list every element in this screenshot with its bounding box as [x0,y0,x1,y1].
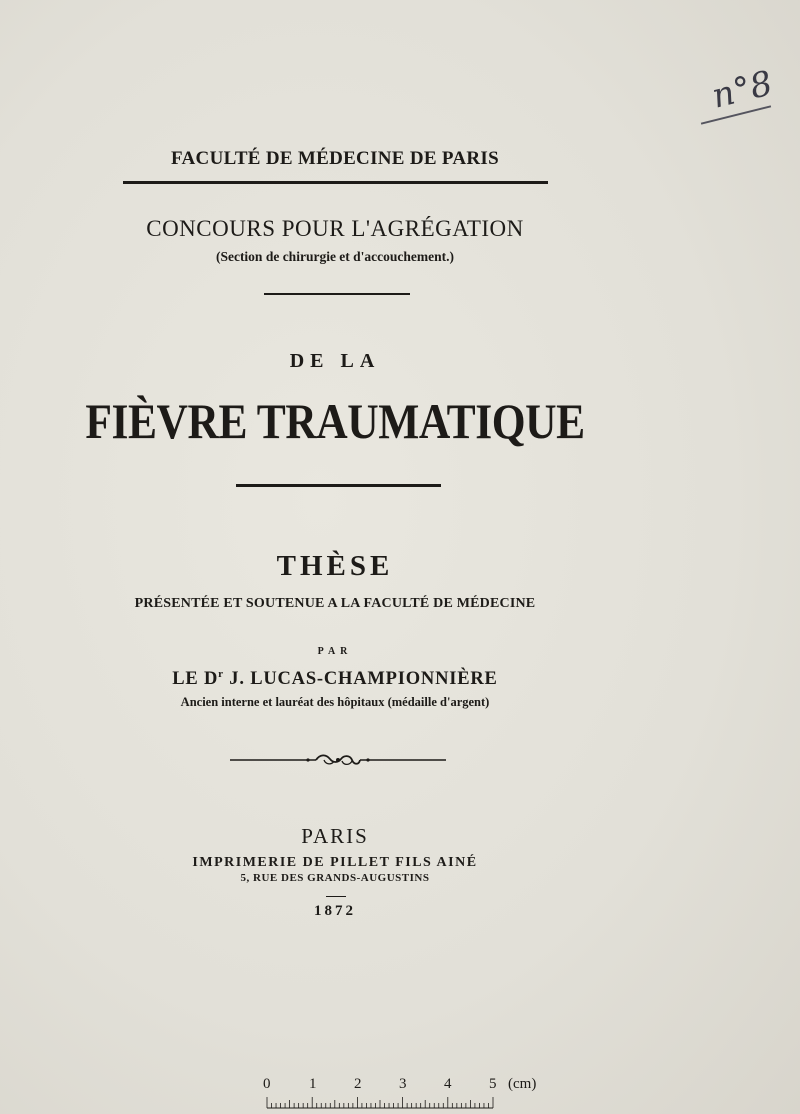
author-prefix: LE D [172,669,219,690]
scale-label-2: 2 [354,1076,362,1092]
rule-4 [326,896,346,897]
imprint-printer: IMPRIMERIE DE PILLET FILS AINÉ [192,855,478,870]
rule-1 [123,181,548,184]
scale-label-5: 5 [489,1076,497,1092]
scale-bar [258,1076,548,1110]
scale-unit: (cm) [508,1076,537,1092]
credentials-line: Ancien interne et lauréat des hôpitaux (médaille d'argent) [180,695,490,709]
title-prefix: DE LA [289,350,381,372]
section-subheading: (Section de chirurgie et d'accouchement.) [215,249,455,264]
author-name: J. LUCAS-CHAMPIONNIÈRE [229,669,498,690]
imprint-city: PARIS [301,824,369,848]
par-label: PAR [317,646,353,657]
author-line [0,668,670,690]
author-sup: r [218,668,224,680]
presented-line: PRÉSENTÉE ET SOUTENUE A LA FACULTÉ DE MÉDECINE [134,596,536,611]
scale-ruler [258,1096,508,1110]
faculte-heading: FACULTÉ DE MÉDECINE DE PARIS [171,148,499,169]
scale-label-3: 3 [399,1076,407,1092]
rule-2 [264,293,410,295]
scale-label-4: 4 [444,1076,452,1092]
scale-label-0: 0 [263,1076,271,1092]
ornamental-divider [228,750,448,770]
these-heading: THÈSE [276,550,394,582]
concours-heading: CONCOURS POUR L'AGRÉGATION [146,216,524,241]
imprint-address: 5, RUE DES GRANDS-AUGUSTINS [240,872,430,884]
rule-3 [236,484,441,487]
main-title: FIÈVRE TRAUMATIQUE [85,393,585,449]
imprint-year: 1872 [314,903,356,919]
scale-label-1: 1 [309,1076,317,1092]
handwritten-note: n°8 [708,63,777,117]
